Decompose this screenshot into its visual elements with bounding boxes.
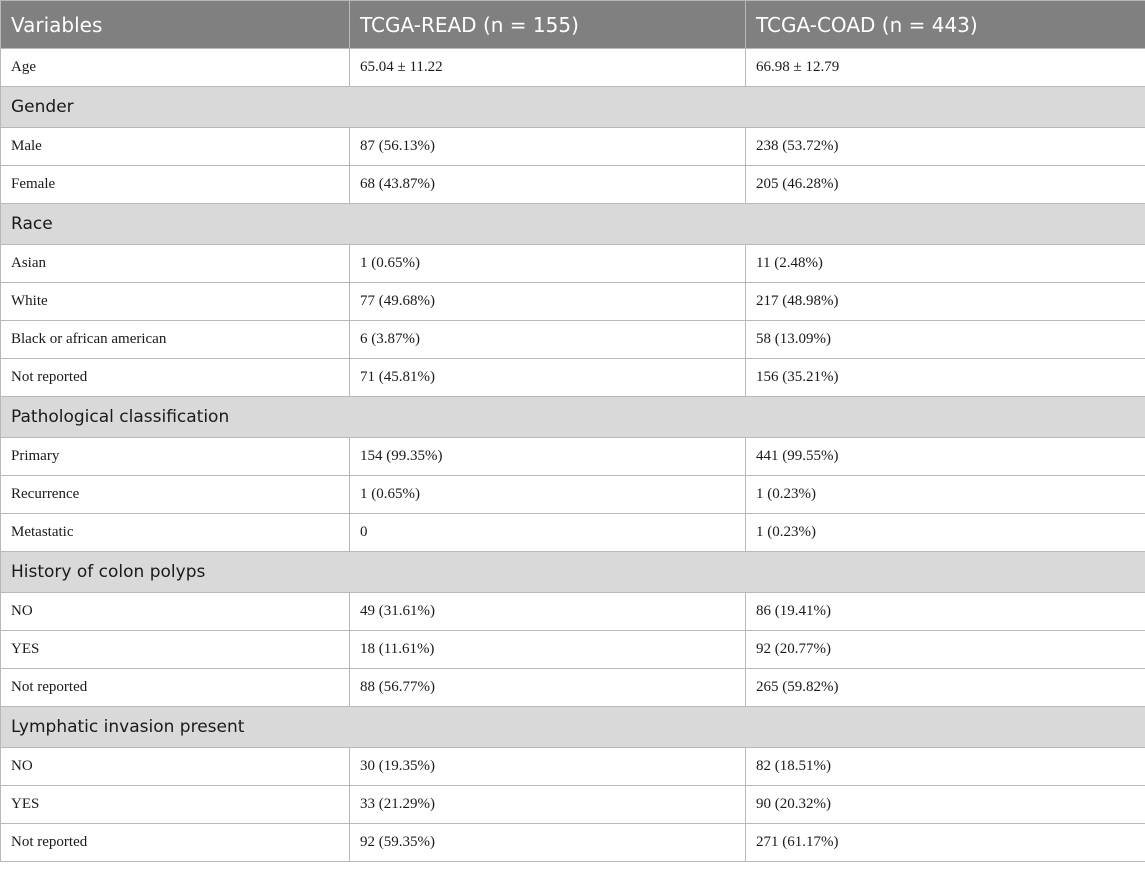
table-row [1, 49, 1145, 87]
variable-cell: Asian [1, 245, 350, 283]
table-row [1, 631, 1145, 669]
variable-cell: Black or african american [1, 321, 350, 359]
coad-value-cell: 1 (0.23%) [746, 476, 1145, 514]
section-row [1, 552, 1145, 593]
variable-cell: Female [1, 166, 350, 204]
coad-value-cell: 238 (53.72%) [746, 128, 1145, 166]
read-value-cell: 77 (49.68%) [350, 283, 746, 321]
table-header-row [1, 1, 1145, 49]
read-value-cell: 6 (3.87%) [350, 321, 746, 359]
read-value-cell: 154 (99.35%) [350, 438, 746, 476]
variable-cell: NO [1, 593, 350, 631]
read-value-cell: 1 (0.65%) [350, 476, 746, 514]
variable-cell: White [1, 283, 350, 321]
variable-cell: NO [1, 748, 350, 786]
variable-cell: Not reported [1, 824, 350, 862]
section-row [1, 397, 1145, 438]
section-heading: Lymphatic invasion present [1, 707, 1145, 748]
section-heading: Race [1, 204, 1145, 245]
coad-value-cell: 271 (61.17%) [746, 824, 1145, 862]
variable-cell: YES [1, 631, 350, 669]
coad-value-cell: 82 (18.51%) [746, 748, 1145, 786]
variable-cell: Not reported [1, 669, 350, 707]
table-row [1, 593, 1145, 631]
coad-value-cell: 217 (48.98%) [746, 283, 1145, 321]
section-row [1, 87, 1145, 128]
variable-cell: Age [1, 49, 350, 87]
coad-value-cell: 156 (35.21%) [746, 359, 1145, 397]
read-value-cell: 92 (59.35%) [350, 824, 746, 862]
table-row [1, 748, 1145, 786]
table-row [1, 283, 1145, 321]
read-value-cell: 49 (31.61%) [350, 593, 746, 631]
variable-cell: YES [1, 786, 350, 824]
coad-value-cell: 66.98 ± 12.79 [746, 49, 1145, 87]
read-value-cell: 87 (56.13%) [350, 128, 746, 166]
header-tcga-coad: TCGA-COAD (n = 443) [746, 1, 1145, 49]
section-heading: Gender [1, 87, 1145, 128]
table-row [1, 359, 1145, 397]
table-row [1, 166, 1145, 204]
read-value-cell: 65.04 ± 11.22 [350, 49, 746, 87]
section-heading: History of colon polyps [1, 552, 1145, 593]
variable-cell: Male [1, 128, 350, 166]
table-row [1, 824, 1145, 862]
header-tcga-read: TCGA-READ (n = 155) [350, 1, 746, 49]
variable-cell: Not reported [1, 359, 350, 397]
table-row [1, 476, 1145, 514]
coad-value-cell: 11 (2.48%) [746, 245, 1145, 283]
read-value-cell: 88 (56.77%) [350, 669, 746, 707]
table-row [1, 514, 1145, 552]
table-row [1, 669, 1145, 707]
variable-cell: Metastatic [1, 514, 350, 552]
read-value-cell: 1 (0.65%) [350, 245, 746, 283]
read-value-cell: 18 (11.61%) [350, 631, 746, 669]
read-value-cell: 33 (21.29%) [350, 786, 746, 824]
coad-value-cell: 205 (46.28%) [746, 166, 1145, 204]
read-value-cell: 71 (45.81%) [350, 359, 746, 397]
variable-cell: Primary [1, 438, 350, 476]
section-heading: Pathological classification [1, 397, 1145, 438]
table-row [1, 321, 1145, 359]
read-value-cell: 30 (19.35%) [350, 748, 746, 786]
coad-value-cell: 92 (20.77%) [746, 631, 1145, 669]
table-row [1, 128, 1145, 166]
coad-value-cell: 1 (0.23%) [746, 514, 1145, 552]
section-row [1, 204, 1145, 245]
table-row [1, 438, 1145, 476]
read-value-cell: 0 [350, 514, 746, 552]
coad-value-cell: 58 (13.09%) [746, 321, 1145, 359]
header-variables: Variables [1, 1, 350, 49]
read-value-cell: 68 (43.87%) [350, 166, 746, 204]
coad-value-cell: 441 (99.55%) [746, 438, 1145, 476]
coad-value-cell: 86 (19.41%) [746, 593, 1145, 631]
section-row [1, 707, 1145, 748]
table-row [1, 245, 1145, 283]
variable-cell: Recurrence [1, 476, 350, 514]
coad-value-cell: 265 (59.82%) [746, 669, 1145, 707]
table-row [1, 786, 1145, 824]
coad-value-cell: 90 (20.32%) [746, 786, 1145, 824]
